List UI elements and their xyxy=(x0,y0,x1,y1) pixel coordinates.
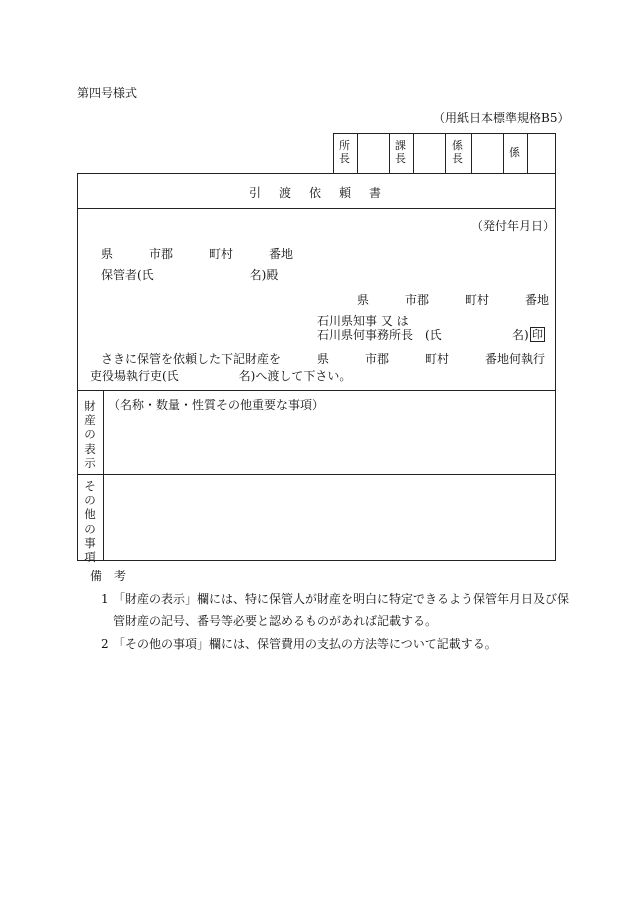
paper-size-note: （用紙日本標準規格B5） xyxy=(433,111,570,125)
chief-label-2: 長 xyxy=(339,152,350,165)
remark-1-number: 1 xyxy=(101,592,109,606)
recipient-address: 県 市郡 町村 番地 xyxy=(101,247,294,261)
section-chief-label-2: 長 xyxy=(395,152,406,165)
form-number: 第四号様式 xyxy=(77,86,138,100)
sender-address: 県 市郡 町村 番地 xyxy=(357,293,550,307)
remarks-heading: 備 考 xyxy=(90,569,127,583)
remark-1-line2: 管財産の記号、番号等必要と認めるものがあれば記載する。 xyxy=(113,614,438,628)
document-title: 引 渡 依 頼 書 xyxy=(248,186,384,200)
property-label: 財産の表示 xyxy=(84,399,96,470)
property-note: （名称・数量・性質その他重要な事項） xyxy=(108,398,325,412)
request-text-line1: さきに保管を依頼した下記財産を 県 市郡 町村 番地何執行 xyxy=(101,352,546,366)
section-chief-label-1: 課 xyxy=(395,139,406,152)
sender-title-line2: 石川県何事務所長 (氏 xyxy=(317,328,442,342)
clerk-label: 係 xyxy=(509,146,520,159)
chief-label-1: 所 xyxy=(339,139,350,152)
other-matters-label: その他の事項 xyxy=(84,479,96,565)
subsection-chief-label-1: 係 xyxy=(452,139,463,152)
sender-name-suffix: 名) xyxy=(512,328,529,342)
request-text-line2: 吏役場執行吏(氏 名)へ渡して下さい。 xyxy=(90,369,352,383)
remark-1-line1: 「財産の表示」欄には、特に保管人が財産を明白に特定できるよう保管年月日及び保 xyxy=(113,592,570,606)
recipient-name: 保管者(氏 名)殿 xyxy=(101,268,279,282)
sender-title-line1: 石川県知事 又 は xyxy=(317,314,409,328)
remark-2-line1: 「その他の事項」欄には、保管費用の支払の方法等について記載する。 xyxy=(113,637,497,651)
seal-mark: 印 xyxy=(532,328,543,341)
remark-2-number: 2 xyxy=(101,637,109,651)
subsection-chief-label-2: 長 xyxy=(452,152,463,165)
issue-date: （発付年月日） xyxy=(471,219,556,233)
